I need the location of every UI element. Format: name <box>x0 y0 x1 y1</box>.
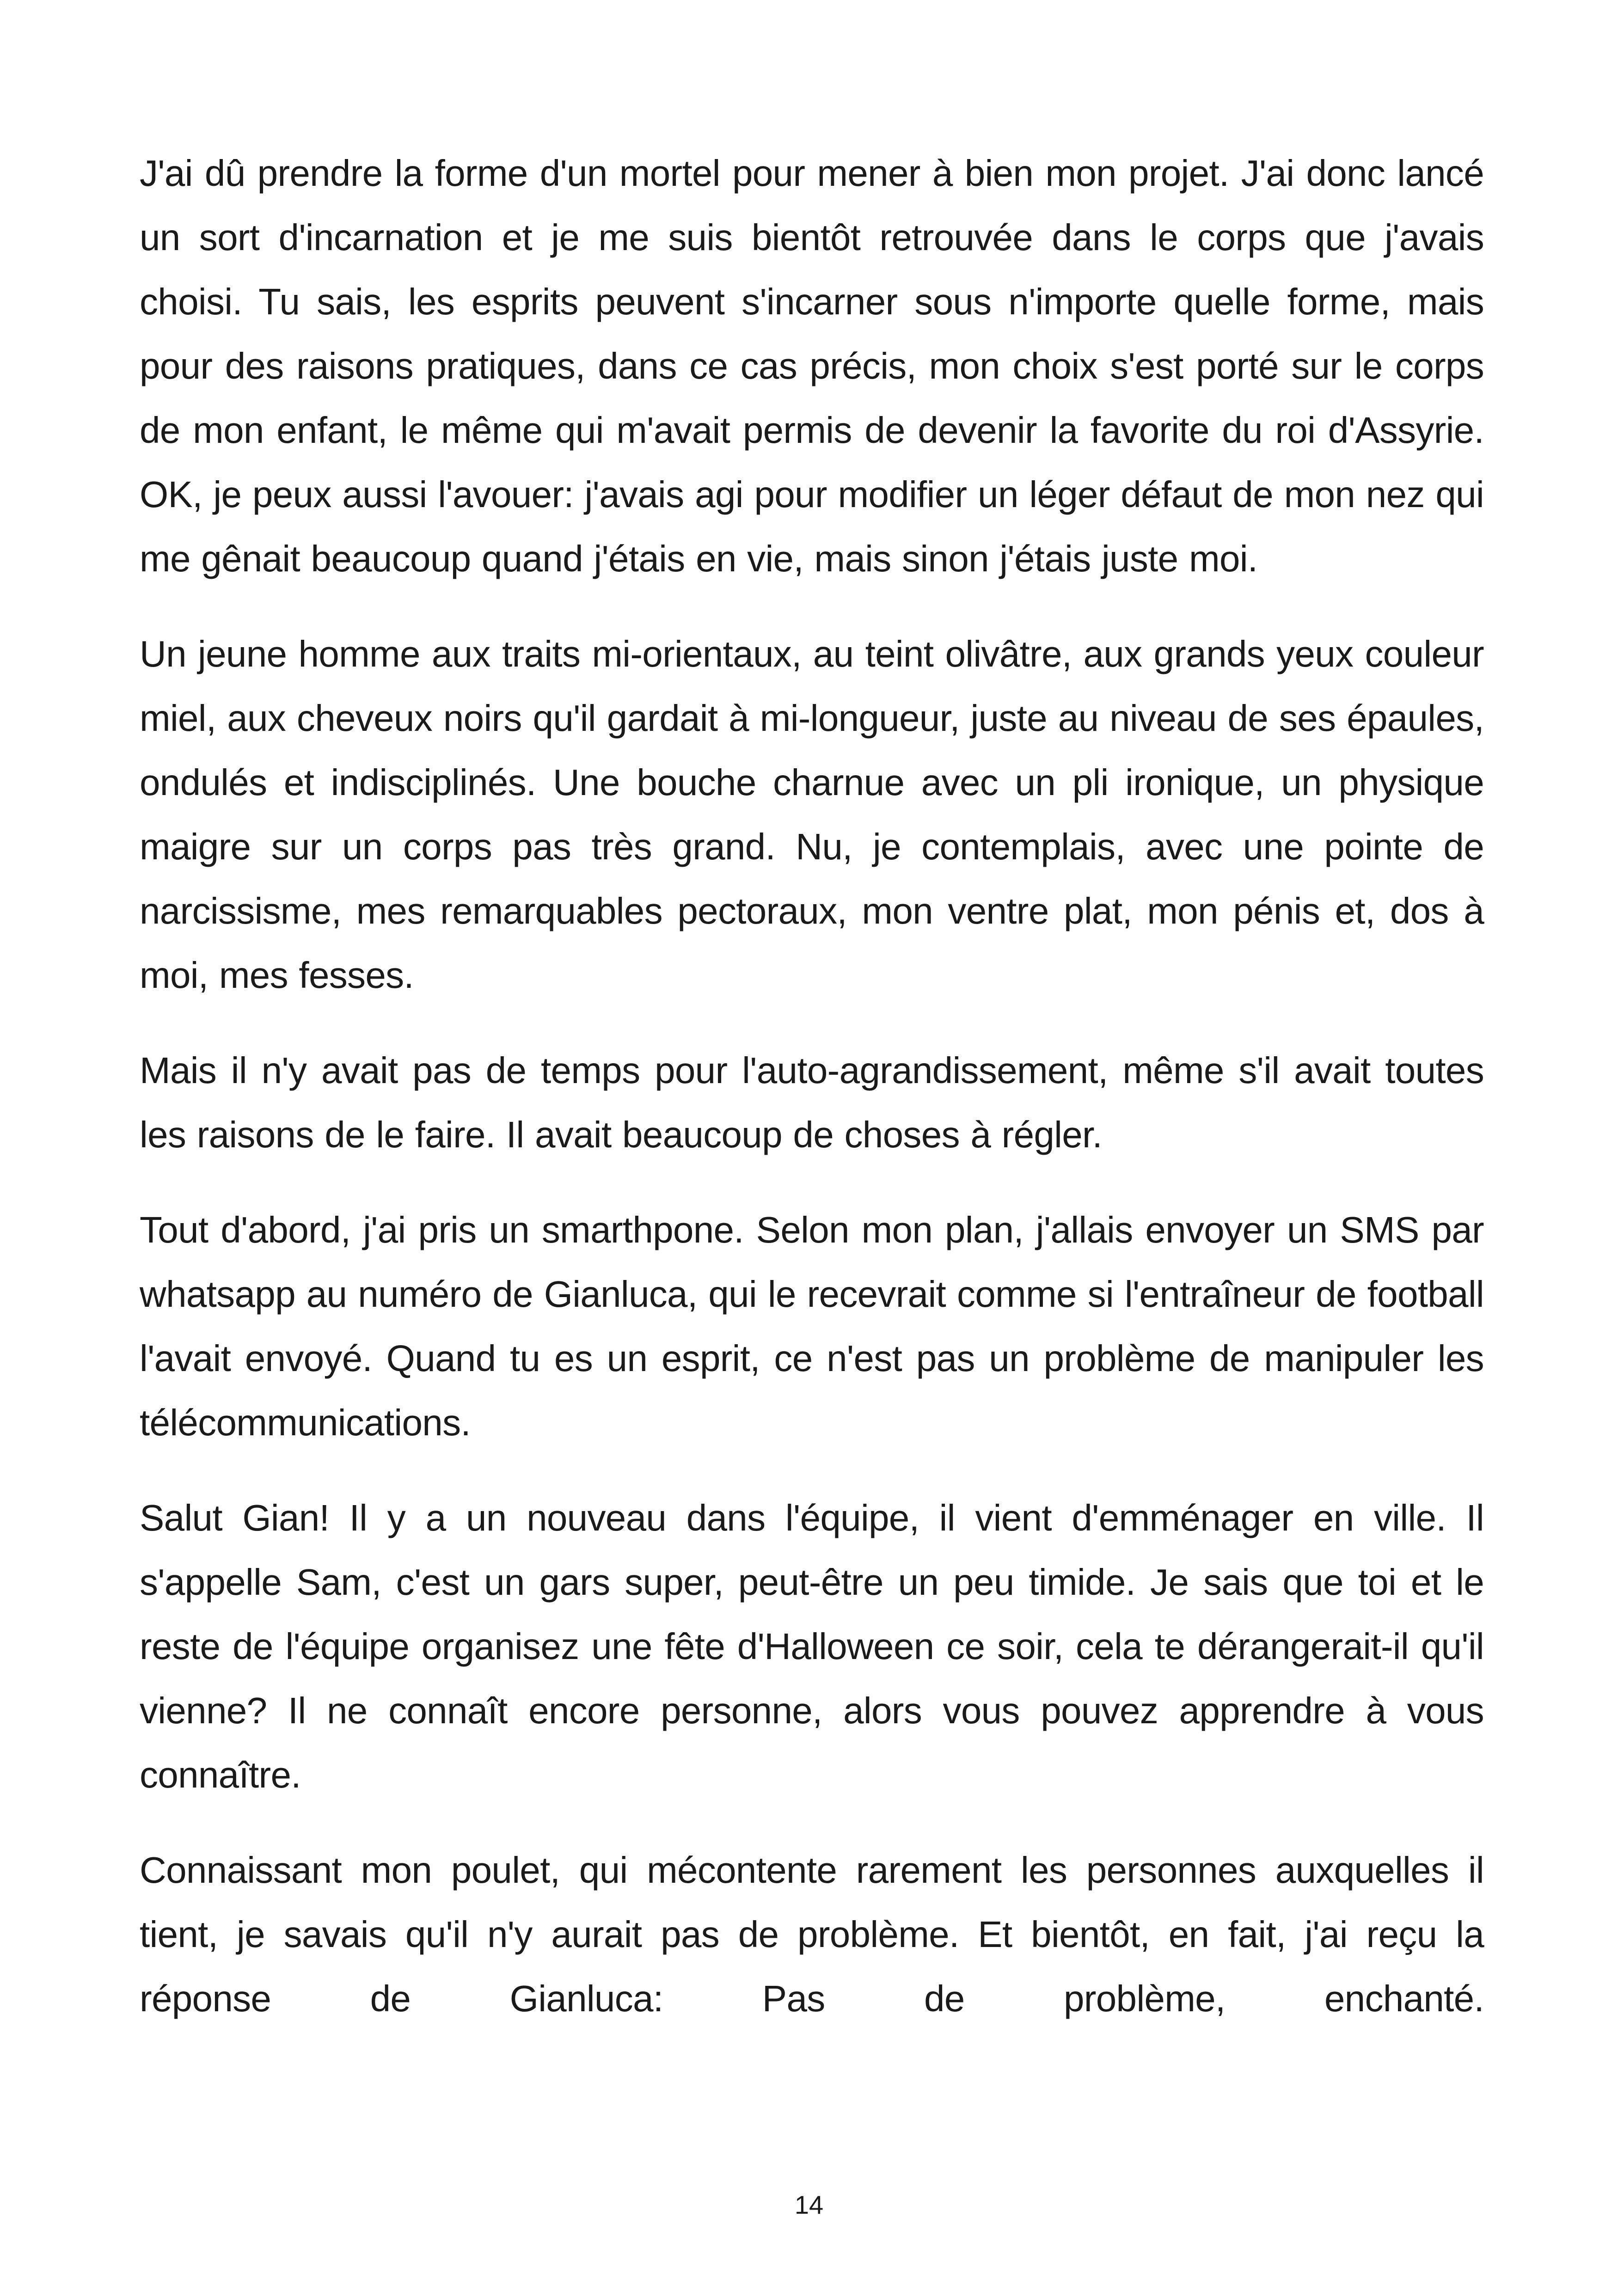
paragraph-4: Tout d'abord, j'ai pris un smarthpone. Selon mon plan, j'allais envoyer un SMS par whatsapp au numéro de Gianluca, qui le recevrait comme si l'entraîneur de football l'avait envoyé. Quand tu es un esprit, ce n'est pas un problème de manipuler les télécommunications. <box>140 1209 1484 1443</box>
paragraph-5: Salut Gian! Il y a un nouveau dans l'équipe, il vient d'emménager en ville. Il s'appelle Sam, c'est un gars super, peut-être un peu timide. Je sais que toi et le reste de l'équipe organisez une fête d'Halloween ce soir, cela te dérangerait-il qu'il vienne? Il ne connaît encore personne, alors vous pouvez apprendre à vous connaître. <box>140 1497 1484 1795</box>
paragraph-6: Connaissant mon poulet, qui mécontente rarement les personnes auxquelles il tient, je savais qu'il n'y aurait pas de problème. Et bientôt, en fait, j'ai reçu la réponse de Gianluca: Pas de problème, enchanté. <box>140 1849 1484 2019</box>
page-number: 14 <box>794 2190 824 2219</box>
paragraph-3: Mais il n'y avait pas de temps pour l'auto-agrandissement, même s'il avait toutes les raisons de le faire. Il avait beaucoup de choses à régler. <box>140 1050 1484 1155</box>
text-body <box>140 141 1484 2062</box>
paragraph-2: Un jeune homme aux traits mi-orientaux, au teint olivâtre, aux grands yeux couleur miel, aux cheveux noirs qu'il gardait à mi-longueur, juste au niveau de ses épaules, ondulés et indisciplinés. Une bouche charnue avec un pli ironique, un physique maigre sur un corps pas très grand. Nu, je contemplais, avec une pointe de narcissisme, mes remarquables pectoraux, mon ventre plat, mon pénis et, dos à moi, mes fesses. <box>140 633 1484 996</box>
paragraph-1: J'ai dû prendre la forme d'un mortel pour mener à bien mon projet. J'ai donc lancé un sort d'incarnation et je me suis bientôt retrouvée dans le corps que j'avais choisi. Tu sais, les esprits peuvent s'incarner sous n'importe quelle forme, mais pour des raisons pratiques, dans ce cas précis, mon choix s'est porté sur le corps de mon enfant, le même qui m'avait permis de devenir la favorite du roi d'Assyrie. OK, je peux aussi l'avouer: j'avais agi pour modifier un léger défaut de mon nez qui me gênait beaucoup quand j'étais en vie, mais sinon j'étais juste moi. <box>140 153 1484 579</box>
